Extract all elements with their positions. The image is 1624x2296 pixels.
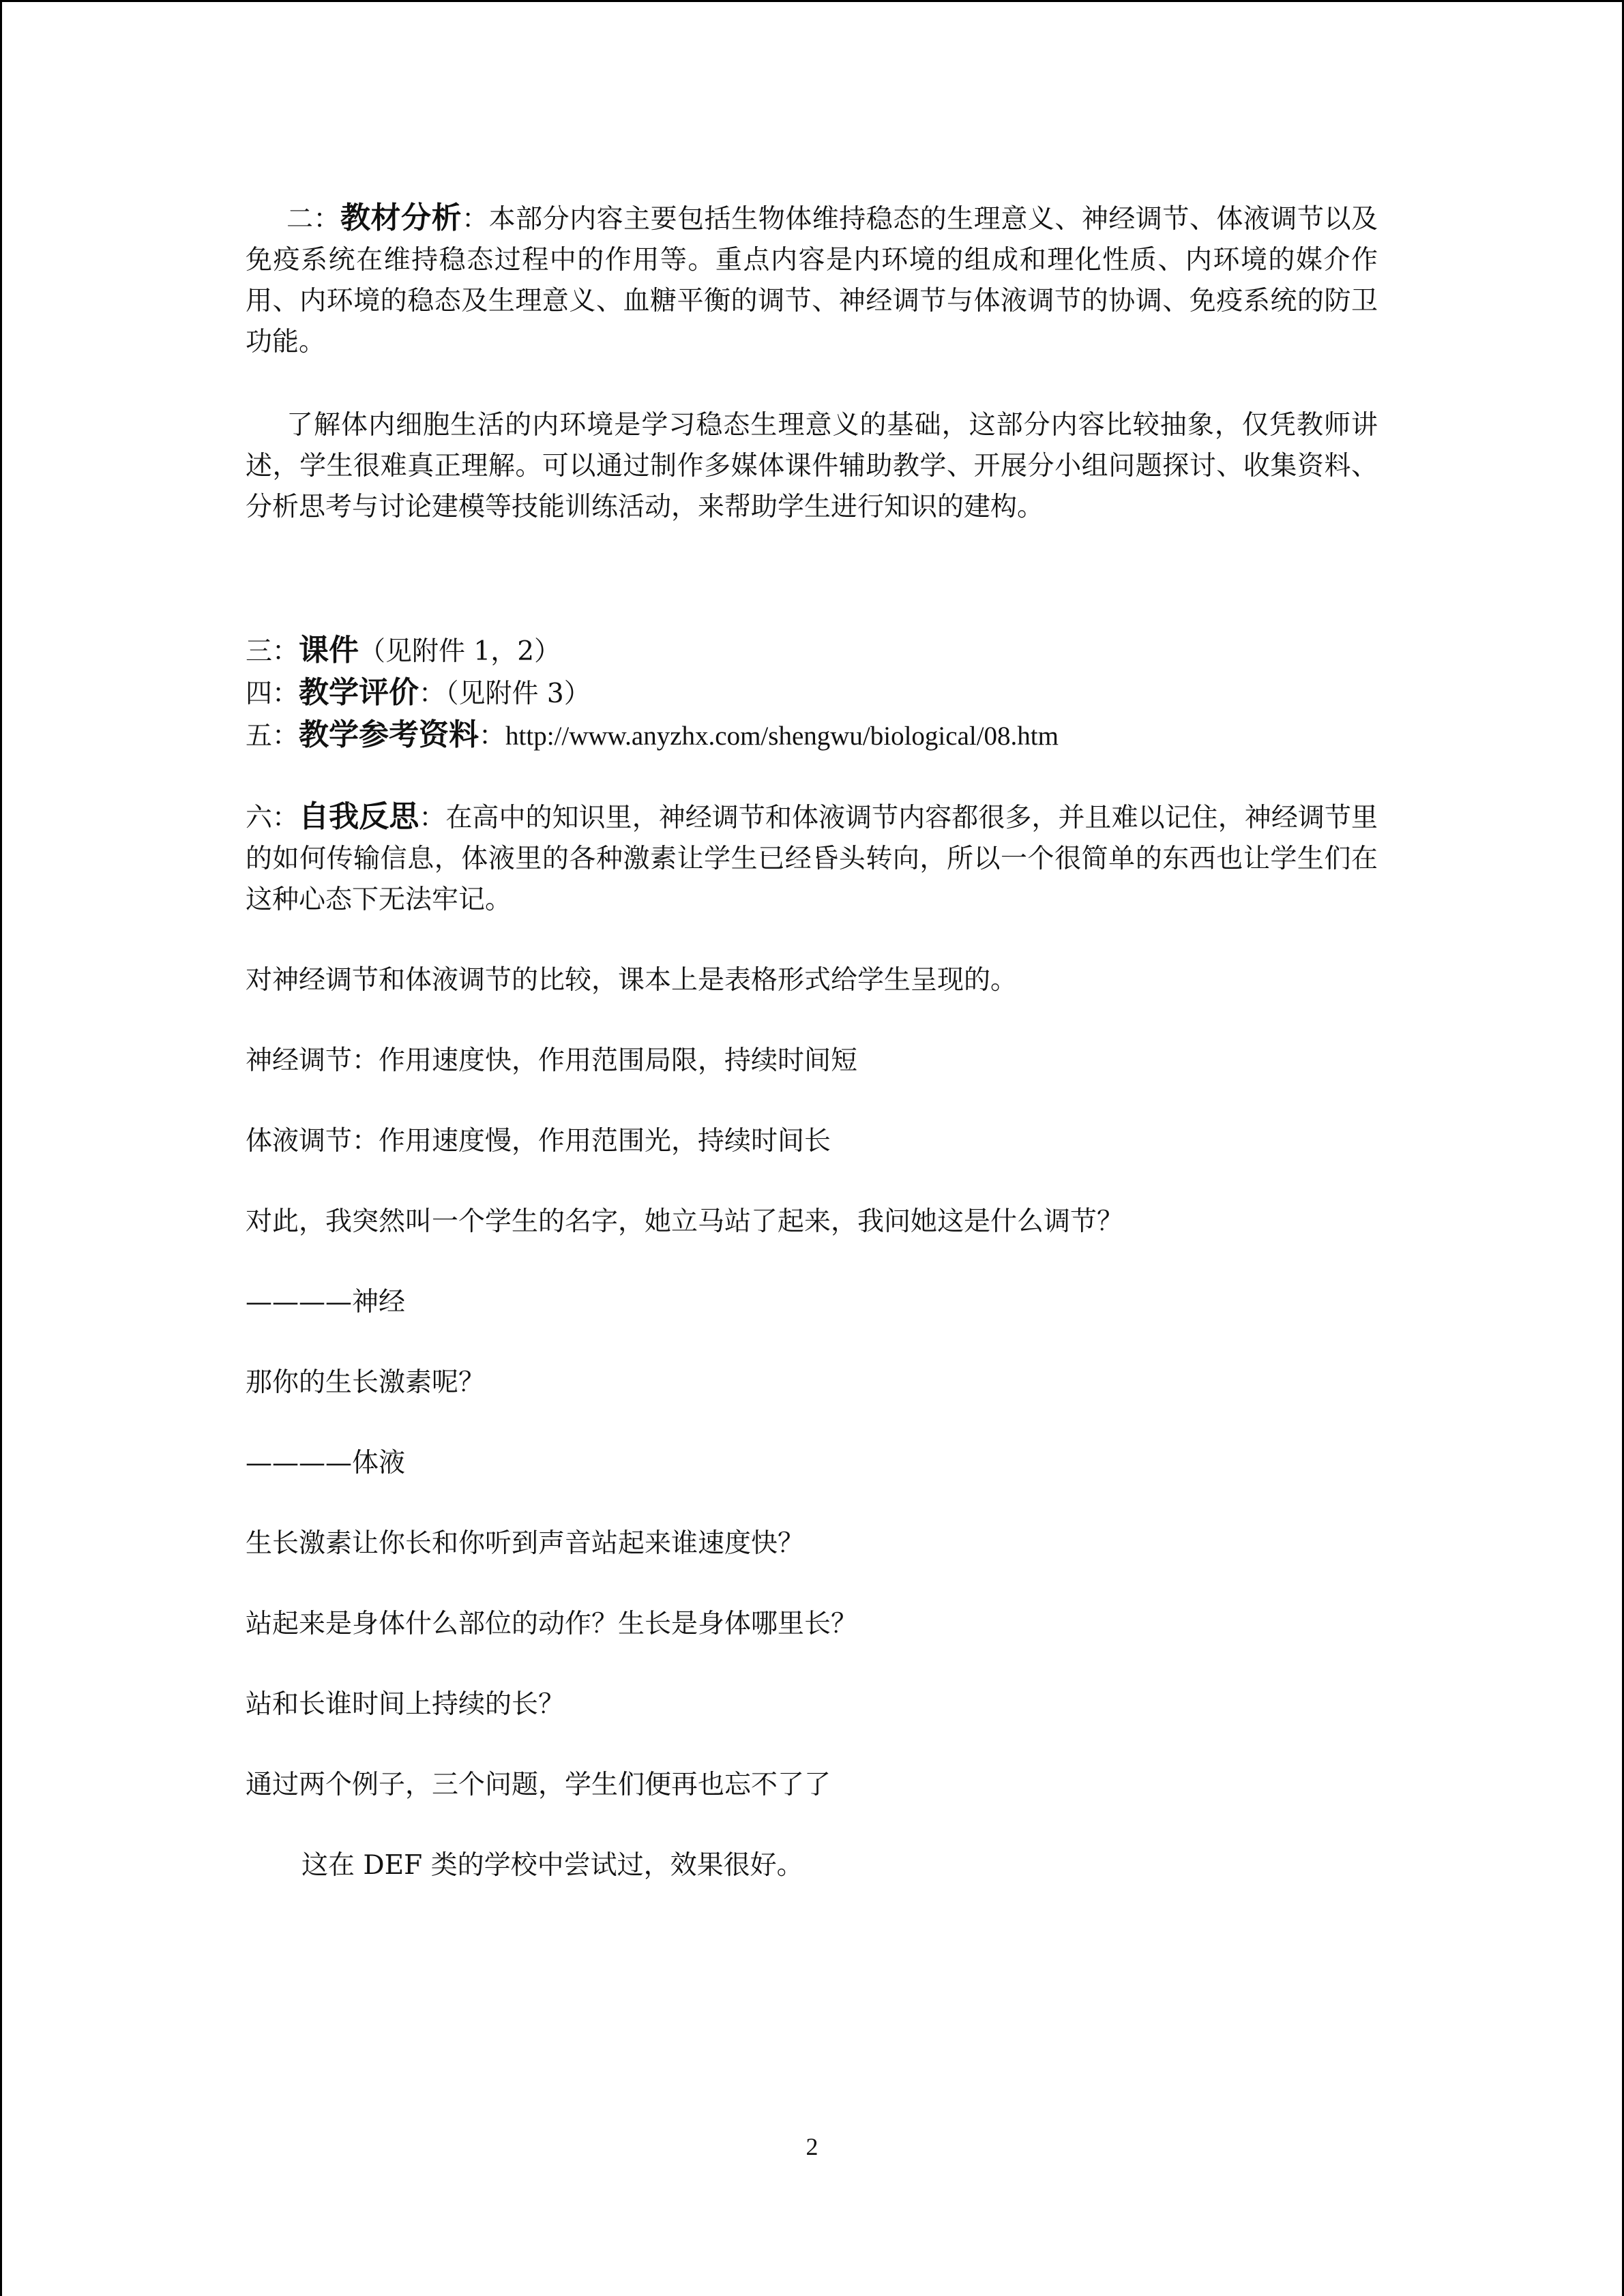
document-body <box>246 198 1378 1886</box>
reflection-line: 对神经调节和体液调节的比较，课本上是表格形式给学生呈现的。 <box>246 965 1018 996</box>
section-4-line <box>246 672 1378 715</box>
section-6-body: 在高中的知识里，神经调节和体液调节内容都很多，并且难以记住，神经调节里的如何传输信息，体液里的各种激素让学生已经昏头转向，所以一个很简单的东西也让学生们在这种心态下无法牢记。 <box>246 803 1378 915</box>
section-4-body: ：（见附件 3） <box>419 679 591 709</box>
reflection-line: 生长激素让你长和你听到声音站起来谁速度快？ <box>246 1528 805 1559</box>
closing-line: 这在 DEF 类的学校中尝试过，效果很好。 <box>301 1850 803 1881</box>
section-2-body: 本部分内容主要包括生物体维持稳态的生理意义、神经调节、体液调节以及免疫系统在维持稳态过程中的作用等。重点内容是内环境的组成和理化性质、内环境的媒介作用、内环境的稳态及生理意义、血糖平衡的调节、神经调节与体液调节的协调、免疫系统的防卫功能。 <box>246 204 1378 357</box>
section-4-prefix: 四： <box>246 679 299 709</box>
reflection-line: ————体液 <box>246 1448 406 1478</box>
section-3-line <box>246 630 1378 672</box>
reflection-line: 神经调节：作用速度快，作用范围局限，持续时间短 <box>246 1045 858 1076</box>
section-2-paragraph <box>246 198 1378 363</box>
section-2-paragraph-2: 了解体内细胞生活的内环境是学习稳态生理意义的基础，这部分内容比较抽象，仅凭教师讲述，学生很难真正理解。可以通过制作多媒体课件辅助教学、开展分小组问题探讨、收集资料、分析思考与讨论建模等技能训练活动，来帮助学生进行知识的建构。 <box>246 410 1378 522</box>
page-number: 2 <box>806 2133 818 2160</box>
section-2-heading: 教材分析 <box>340 200 462 235</box>
reflection-line: 站和长谁时间上持续的长？ <box>246 1689 565 1720</box>
section-3-prefix: 三： <box>246 636 299 667</box>
reflection-line: ————神经 <box>246 1287 406 1317</box>
section-5-sep: ： <box>479 721 506 751</box>
reflection-line: 体液调节：作用速度慢，作用范围光，持续时间长 <box>246 1126 831 1157</box>
section-3-heading: 课件 <box>299 633 359 668</box>
section-5-line <box>246 715 1378 757</box>
reflection-line: 通过两个例子，三个问题，学生们便再也忘不了了 <box>246 1770 831 1800</box>
reflection-line: 那你的生长激素呢？ <box>246 1367 486 1398</box>
section-6-sep: ： <box>419 803 446 833</box>
section-2-prefix: 二： <box>286 204 341 235</box>
section-5-prefix: 五： <box>246 721 299 751</box>
section-6-paragraph <box>246 796 1378 921</box>
section-6-prefix: 六： <box>246 803 299 833</box>
reference-link[interactable]: http://www.anyzhx.com/shengwu/biological/08.htm <box>505 721 1059 751</box>
section-5-heading: 教学参考资料 <box>299 717 479 752</box>
reflection-line: 站起来是身体什么部位的动作？生长是身体哪里长？ <box>246 1609 858 1639</box>
section-4-heading: 教学评价 <box>299 675 419 710</box>
section-3-body: （见附件 1，2） <box>359 636 561 667</box>
section-2-sep: ： <box>462 204 489 235</box>
section-6-heading: 自我反思 <box>299 799 419 834</box>
reflection-line: 对此，我突然叫一个学生的名字，她立马站了起来，我问她这是什么调节？ <box>246 1206 1124 1237</box>
